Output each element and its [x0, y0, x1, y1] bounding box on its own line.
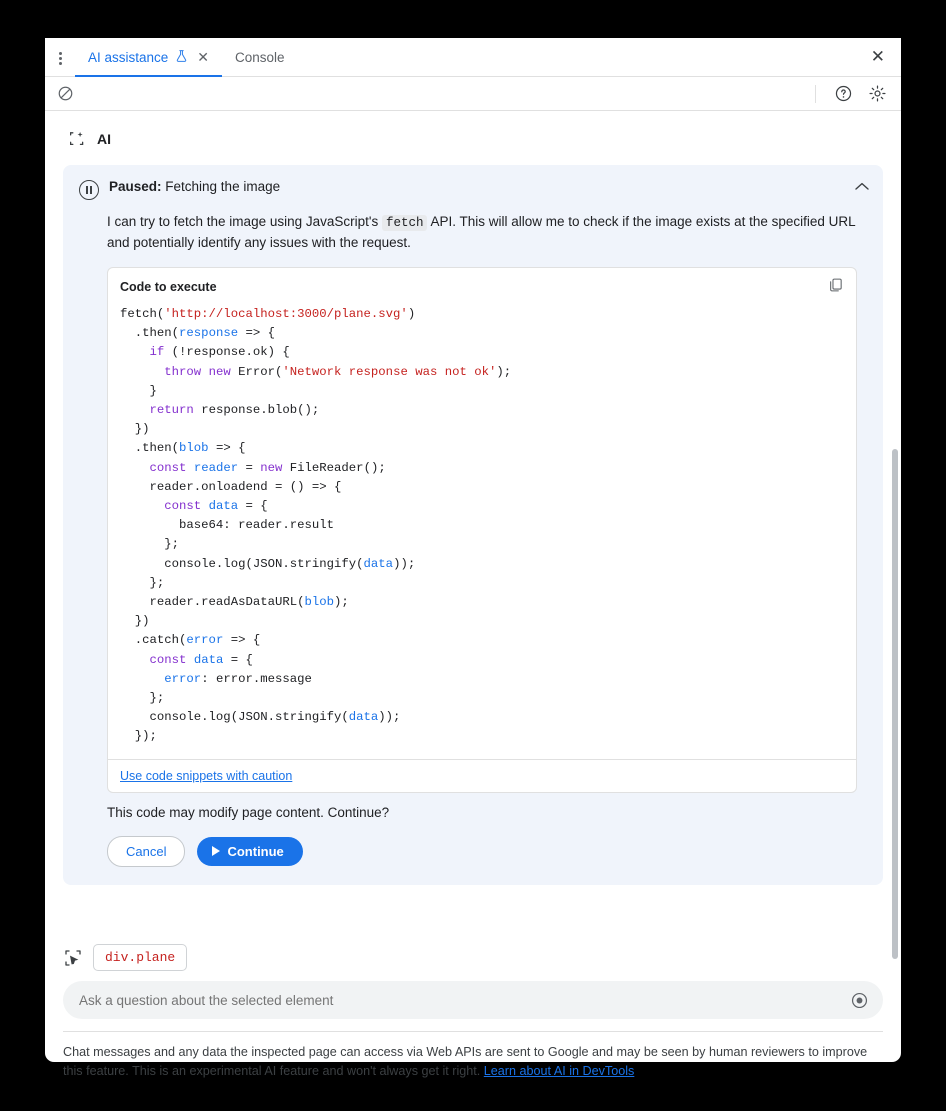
paused-prefix: Paused: [109, 179, 162, 194]
disclaimer-text: Chat messages and any data the inspected page can access via Web APIs are sent to Google and may be seen by human reviewers to improve this feature. This is an experimental AI feature and won't always get it right. [63, 1045, 868, 1078]
paused-description [107, 212, 867, 253]
chat-input[interactable] [77, 992, 850, 1009]
pause-icon [79, 180, 99, 200]
code-body: fetch('http://localhost:3000/plane.svg') .then(response => { if (!response.ok) { throw new Error('Network response was not ok'); } return response.blob(); }) .then(blob => { const reader = new FileReader(); reader.onloadend = () => { const data = { base64: reader.result }; console.log(JSON.stringify(data)); }; reader.readAsDataURL(blob); }) .catch(error => { const data = { error: error.message }; console.log(JSON.stringify(data)); }); [120, 307, 512, 744]
conversation-area [45, 111, 901, 936]
disclaimer [63, 1031, 883, 1081]
paused-text-part1: I can try to fetch the image using JavaScript's [107, 214, 382, 229]
paused-card [63, 165, 883, 885]
conversation-scrollbar[interactable] [892, 449, 898, 959]
code-card-title: Code to execute [120, 279, 217, 294]
code-card-footer [108, 759, 856, 792]
copy-icon[interactable] [828, 277, 844, 296]
paused-header [79, 179, 867, 200]
code-card-header [108, 268, 856, 303]
chevron-up-icon[interactable] [855, 179, 869, 194]
tab-close-icon[interactable]: ✕ [197, 49, 210, 65]
ai-label: AI [97, 131, 111, 147]
paused-subject: Fetching the image [161, 179, 281, 194]
code-caution-link[interactable]: Use code snippets with caution [120, 768, 293, 783]
cancel-button[interactable]: Cancel [107, 836, 185, 867]
toolbar [45, 77, 901, 111]
ai-sparkle-icon [67, 129, 87, 149]
clear-prohibited-icon[interactable] [54, 83, 76, 105]
tab-console[interactable] [222, 38, 298, 76]
flask-icon [175, 49, 188, 65]
play-icon [212, 846, 220, 856]
code-to-execute-card [107, 267, 857, 793]
confirm-text: This code may modify page content. Continue? [107, 804, 390, 820]
inspect-element-icon[interactable] [63, 948, 83, 968]
continue-button[interactable] [197, 837, 302, 866]
action-buttons [107, 836, 867, 867]
send-circle-icon[interactable] [850, 991, 869, 1010]
panel-close-icon[interactable]: ✕ [870, 47, 885, 66]
paused-text-part2: API. This will allow me to check if the image exists at the specified URL and potentially identify any issues with the request. [107, 214, 856, 250]
continue-button-label: Continue [227, 843, 284, 859]
paused-title [109, 179, 280, 194]
help-circle-icon[interactable] [832, 83, 854, 105]
toolbar-divider [815, 85, 816, 103]
kebab-menu-icon[interactable] [45, 38, 75, 76]
inline-code-fetch: fetch [382, 215, 428, 231]
learn-about-ai-link[interactable]: Learn about AI in DevTools [483, 1064, 635, 1078]
selected-element-row [45, 936, 901, 975]
tab-strip [45, 38, 901, 77]
ai-header [45, 111, 901, 159]
gear-icon[interactable] [866, 83, 888, 105]
tab-ai-assistance[interactable] [75, 38, 222, 76]
devtools-panel [45, 38, 901, 1078]
tab-ai-assistance-label: AI assistance [88, 49, 169, 65]
chat-input-wrapper[interactable] [63, 981, 883, 1019]
tab-console-label: Console [235, 49, 285, 65]
selected-element-chip[interactable]: div.plane [93, 944, 187, 971]
